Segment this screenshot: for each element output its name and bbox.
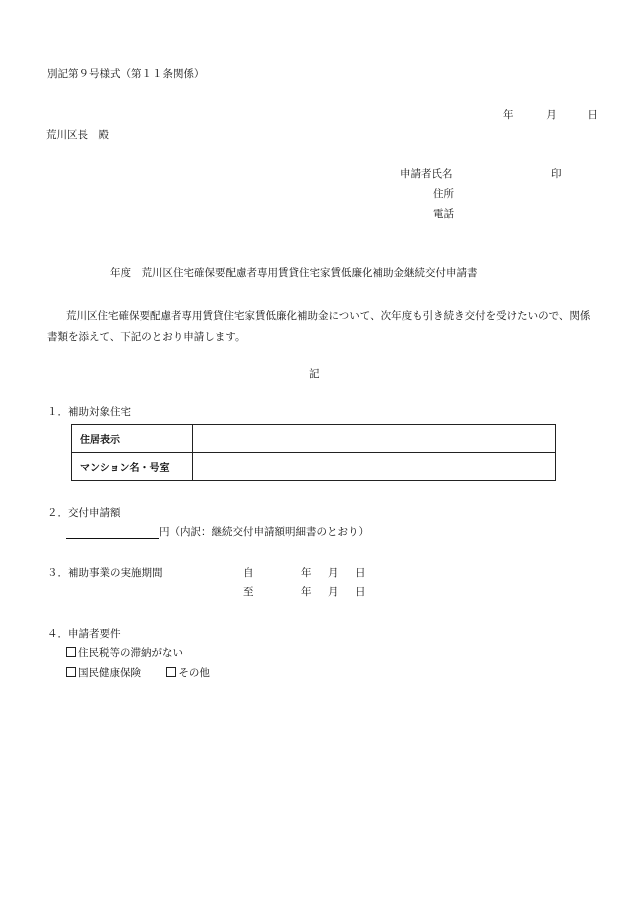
body-paragraph: 荒川区住宅確保要配慮者専用賃貸住宅家賃低廉化補助金について、次年度も引き続き交付を受けたいので、関係書類を添えて、下記のとおり申請します。 (47, 310, 591, 343)
applicant-phone-label: 電話 (433, 208, 454, 220)
form-number: 別記第９号様式（第１１条関係） (47, 68, 205, 80)
section3-heading: ３．補助事業の実施期間 (47, 567, 163, 579)
ki-heading: 記 (309, 368, 320, 380)
date-line (503, 108, 598, 122)
section1-heading: １．補助対象住宅 (47, 406, 131, 418)
target-housing-table (71, 424, 556, 481)
period-to-day: 日 (355, 586, 366, 598)
address-display-field[interactable] (193, 425, 556, 453)
mansion-room-field[interactable] (193, 453, 556, 481)
other-option[interactable] (166, 666, 210, 680)
applicant-address-label: 住所 (433, 188, 454, 200)
no-tax-arrears-label: 住民税等の滞納がない (78, 647, 183, 659)
period-from-label: 自 (243, 567, 254, 579)
section2-heading: ２．交付申請額 (47, 507, 121, 519)
date-year: 年 (503, 109, 514, 121)
other-label: その他 (178, 667, 210, 679)
applicant-block (400, 167, 570, 227)
national-health-insurance-label: 国民健康保険 (78, 667, 141, 679)
no-tax-arrears-option[interactable] (66, 646, 183, 660)
address-display-label: 住居表示 (72, 425, 193, 453)
addressee: 荒川区長 殿 (46, 129, 109, 141)
table-row (72, 425, 556, 453)
checkbox-icon[interactable] (166, 667, 176, 677)
checkbox-icon[interactable] (66, 667, 76, 677)
amount-unit: 円 (159, 526, 170, 538)
period-to-month: 月 (328, 586, 339, 598)
applicant-name-label: 申請者氏名 (400, 168, 453, 180)
date-month: 月 (546, 109, 557, 121)
amount-note: （内訳：継続交付申請額明細書のとおり） (169, 526, 369, 538)
table-row (72, 453, 556, 481)
mansion-room-label: マンション名・号室 (72, 453, 193, 481)
section4-heading: ４．申請者要件 (47, 628, 121, 640)
period-to-year: 年 (301, 586, 312, 598)
period-to-row (0, 585, 630, 599)
checkbox-icon[interactable] (66, 647, 76, 657)
period-from-year: 年 (301, 567, 312, 579)
period-to-label: 至 (243, 586, 254, 598)
amount-line (66, 525, 369, 539)
period-from-day: 日 (355, 567, 366, 579)
period-from-row (0, 566, 630, 580)
requirement-row-1 (66, 646, 183, 660)
amount-field[interactable] (66, 526, 159, 539)
requirement-row-2 (66, 666, 210, 680)
period-from-month: 月 (328, 567, 339, 579)
national-health-insurance-option[interactable] (66, 666, 141, 680)
document-title: 年度 荒川区住宅確保要配慮者専用賃貸住宅家賃低廉化補助金継続交付申請書 (110, 267, 478, 279)
date-day: 日 (587, 109, 598, 121)
seal-mark: 印 (551, 168, 562, 180)
